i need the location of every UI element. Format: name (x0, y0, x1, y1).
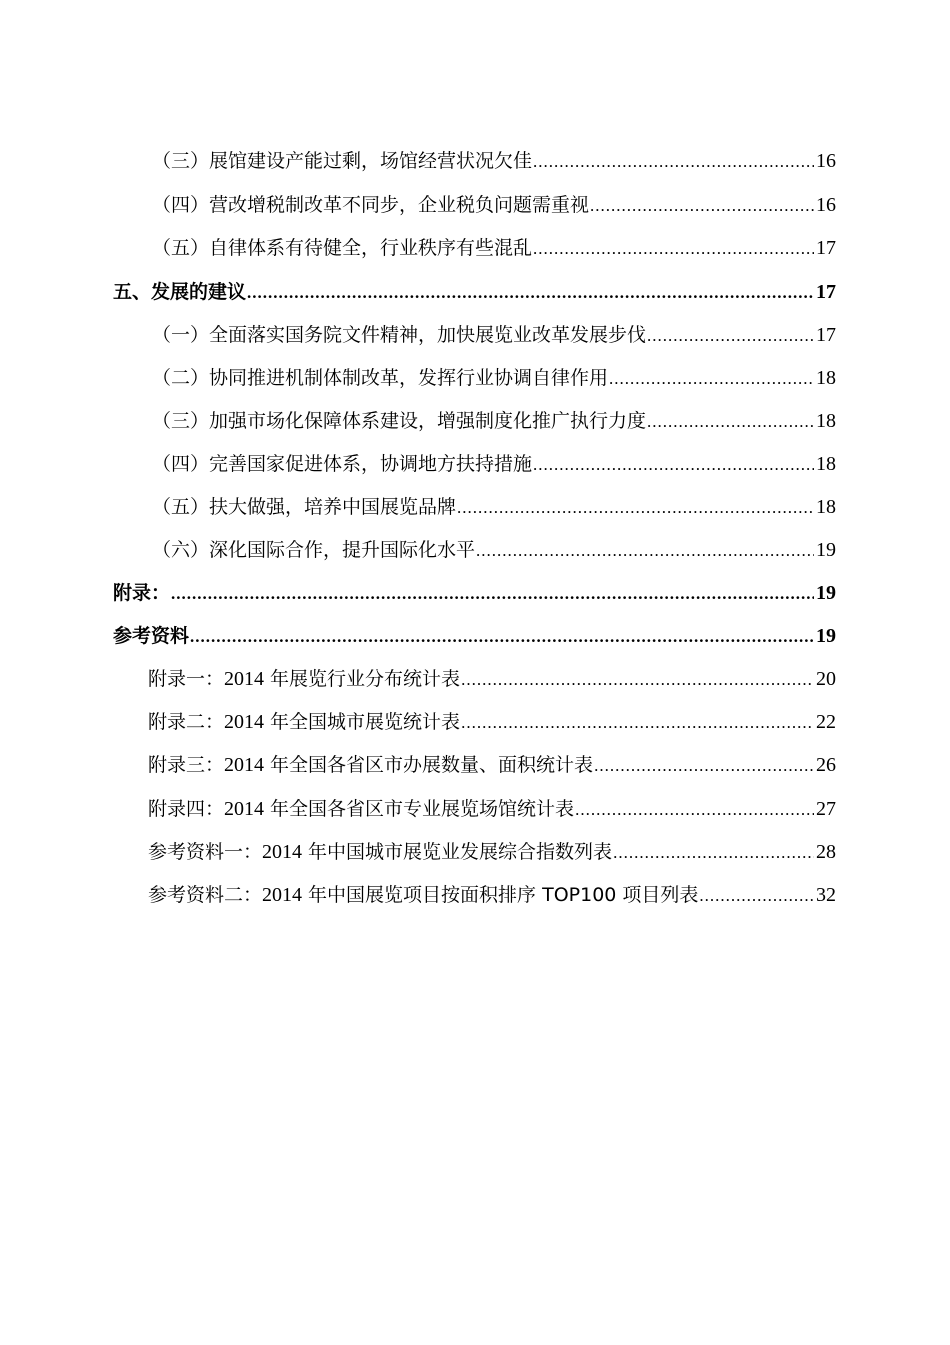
appendix-year: 2014 (224, 798, 265, 820)
toc-entry[interactable] (152, 535, 836, 565)
toc-entry-label (148, 880, 698, 907)
dot-leader (171, 584, 814, 604)
toc-entry-page: 26 (816, 754, 836, 776)
dot-leader (594, 756, 814, 776)
dot-leader (590, 196, 814, 216)
appendix-title: 年中国展览项目按面积排序 TOP100 项目列表 (302, 884, 699, 906)
toc-entry-label: （四）完善国家促进体系，协调地方扶持措施 (152, 453, 533, 475)
toc-entry-page: 18 (816, 367, 836, 389)
dot-leader (476, 541, 814, 561)
dot-leader (533, 239, 814, 259)
dot-leader (613, 843, 814, 863)
toc-entry[interactable] (152, 233, 836, 263)
appendix-year: 2014 (224, 668, 265, 690)
appendix-year: 2014 (262, 841, 303, 863)
toc-entry-page: 32 (816, 884, 836, 906)
appendix-year: 2014 (224, 754, 265, 776)
appendix-title: 年全国各省区市办展数量、面积统计表 (264, 754, 594, 776)
toc-entry-label: （四）营改增税制改革不同步，企业税负问题需重视 (152, 194, 590, 216)
dot-leader (533, 152, 814, 172)
appendix-year: 2014 (224, 711, 265, 733)
toc-appendix-entry[interactable] (148, 707, 836, 737)
toc-entry-page: 16 (816, 194, 836, 216)
toc-entry-label: （三）加强市场化保障体系建设，增强制度化推广执行力度 (152, 410, 647, 432)
toc-entry-page: 18 (816, 453, 836, 475)
toc-entry-page: 19 (816, 539, 836, 561)
toc-entry-label (148, 837, 612, 864)
toc-appendix-entry[interactable] (148, 750, 836, 780)
toc-section-entry[interactable] (113, 621, 836, 651)
toc-entry[interactable] (152, 146, 836, 176)
toc-entry-page: 28 (816, 841, 836, 863)
toc-entry-page: 18 (816, 410, 836, 432)
appendix-title: 年全国城市展览统计表 (264, 711, 461, 733)
toc-entry-page: 17 (816, 324, 836, 346)
toc-entry-label (148, 664, 460, 691)
toc-entry-label: （三）展馆建设产能过剩，场馆经营状况欠佳 (152, 150, 533, 172)
dot-leader (647, 412, 814, 432)
toc-section-entry[interactable] (113, 277, 836, 307)
appendix-prefix: 附录四： (148, 798, 225, 820)
appendix-title: 年展览行业分布统计表 (264, 668, 461, 690)
appendix-year: 2014 (262, 884, 303, 906)
toc-entry[interactable] (152, 492, 836, 522)
appendix-title: 年中国城市展览业发展综合指数列表 (302, 841, 613, 863)
toc-entry-label: （一）全面落实国务院文件精神，加快展览业改革发展步伐 (152, 324, 647, 346)
toc-entry-page: 18 (816, 496, 836, 518)
toc-entry-label (148, 794, 574, 821)
toc-entry-page: 17 (816, 237, 836, 259)
dot-leader (575, 800, 814, 820)
toc-entry-page: 19 (816, 582, 836, 604)
dot-leader (247, 283, 814, 303)
toc-entry-page: 19 (816, 625, 836, 647)
dot-leader (533, 455, 814, 475)
toc-appendix-entry[interactable] (148, 794, 836, 824)
toc-entry-label: （六）深化国际合作，提升国际化水平 (152, 539, 476, 561)
appendix-prefix: 附录一： (148, 668, 225, 690)
dot-leader (190, 627, 814, 647)
appendix-prefix: 参考资料一： (148, 841, 263, 863)
toc-appendix-entry[interactable] (148, 837, 836, 867)
toc-entry[interactable] (152, 449, 836, 479)
dot-leader (647, 326, 814, 346)
appendix-prefix: 附录三： (148, 754, 225, 776)
toc-entry-label: （五）扶大做强，培养中国展览品牌 (152, 496, 457, 518)
appendix-title: 年全国各省区市专业展览场馆统计表 (264, 798, 575, 820)
toc-entry-label (148, 750, 593, 777)
toc-entry[interactable] (152, 320, 836, 350)
toc-appendix-entry[interactable] (148, 664, 836, 694)
dot-leader (699, 886, 814, 906)
toc-entry-page: 27 (816, 798, 836, 820)
dot-leader (609, 369, 814, 389)
dot-leader (461, 670, 814, 690)
toc-entry-label (148, 707, 460, 734)
toc-entry[interactable] (152, 406, 836, 436)
toc-entry[interactable] (152, 363, 836, 393)
toc-entry-label: 五、发展的建议 (113, 281, 247, 303)
toc-entry-label: 附录： (113, 582, 171, 604)
appendix-prefix: 附录二： (148, 711, 225, 733)
dot-leader (461, 713, 814, 733)
toc-appendix-entry[interactable] (148, 880, 836, 910)
toc-entry-page: 22 (816, 711, 836, 733)
appendix-prefix: 参考资料二： (148, 884, 263, 906)
toc-entry-label: （二）协同推进机制体制改革，发挥行业协调自律作用 (152, 367, 609, 389)
toc-entry-label: 参考资料 (113, 625, 190, 647)
dot-leader (457, 498, 814, 518)
toc-entry-page: 17 (816, 281, 836, 303)
toc-section-entry[interactable] (113, 578, 836, 608)
toc-entry-page: 20 (816, 668, 836, 690)
toc-entry-page: 16 (816, 150, 836, 172)
toc-entry-label: （五）自律体系有待健全，行业秩序有些混乱 (152, 237, 533, 259)
toc-entry[interactable] (152, 190, 836, 220)
